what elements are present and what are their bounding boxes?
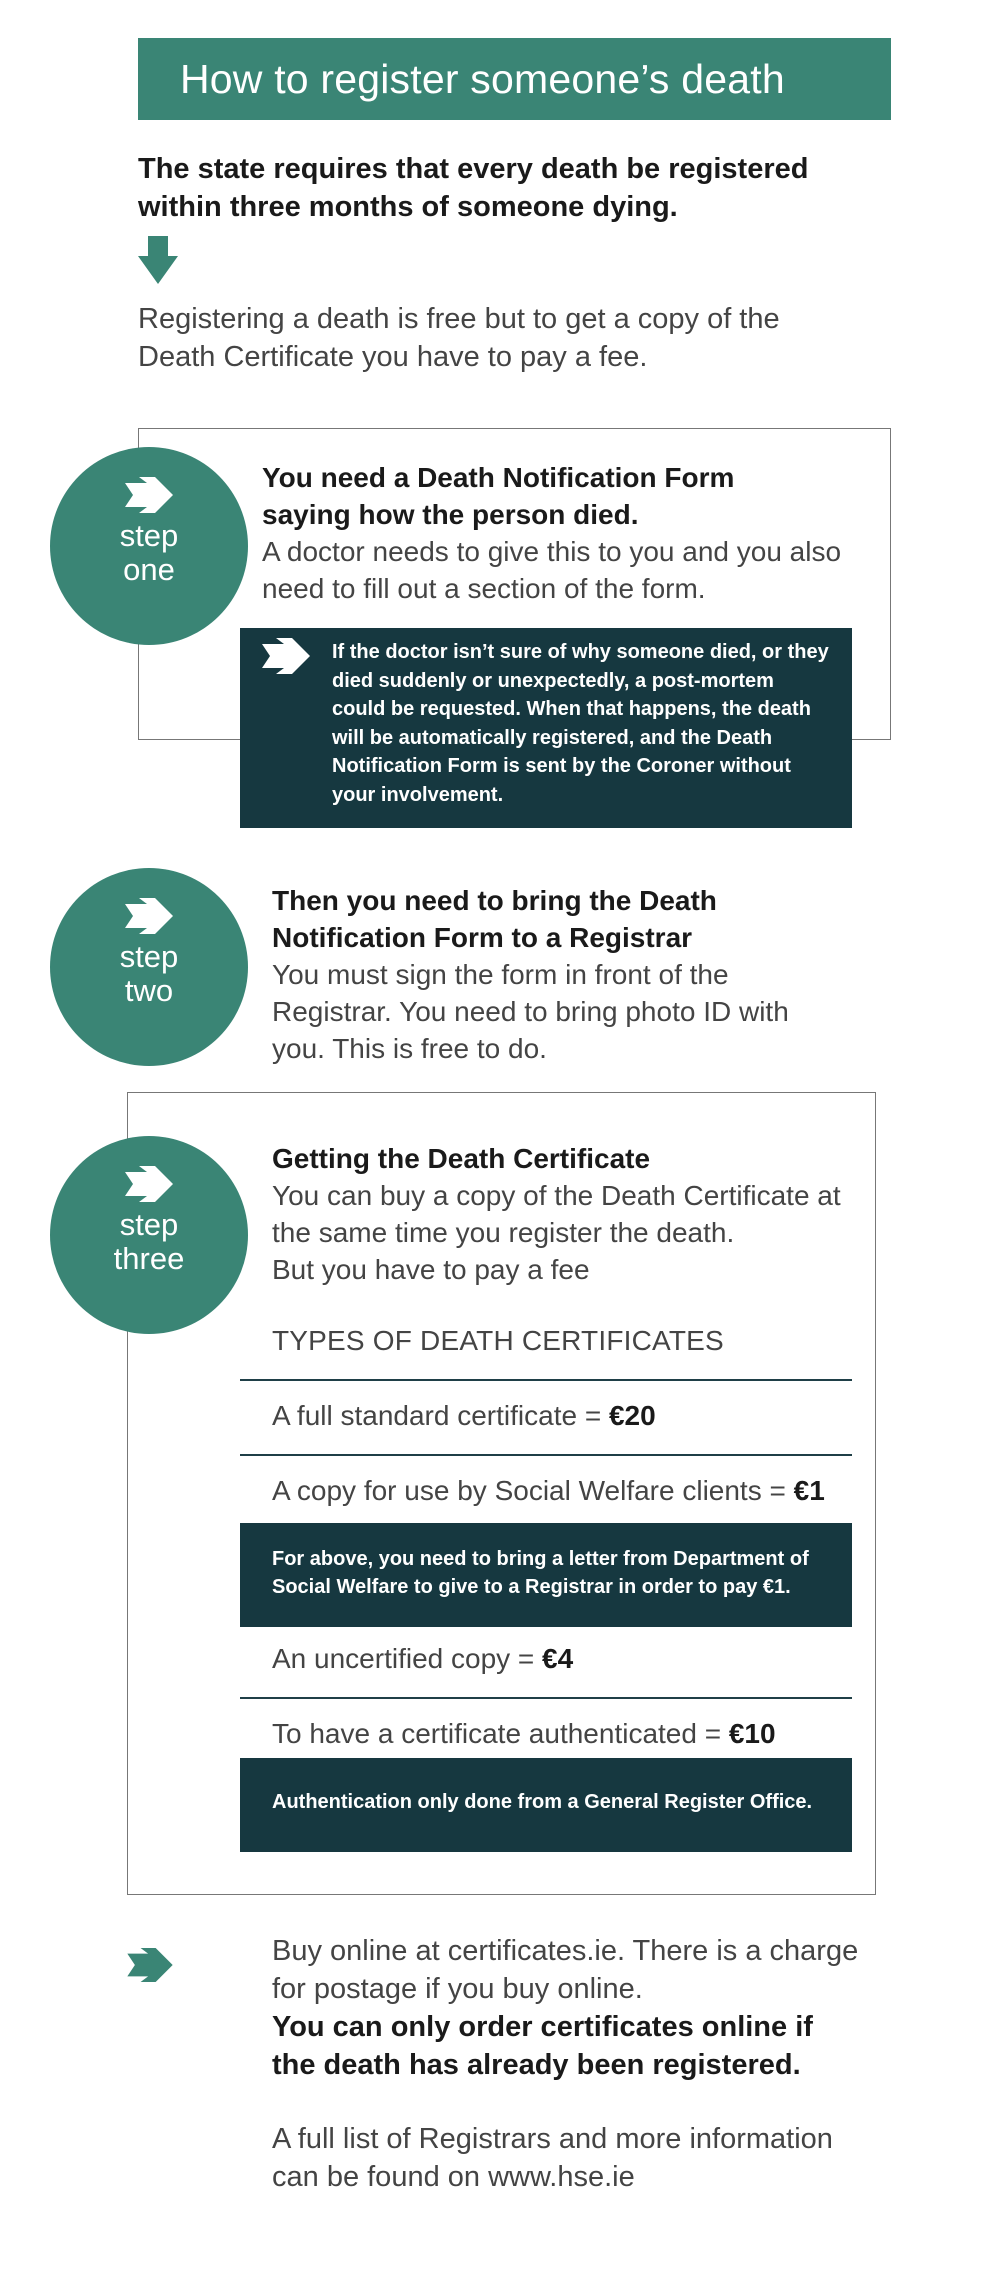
welfare-note: For above, you need to bring a letter from Department of Social Welfare to give to a Registrar in order to pay €1. xyxy=(240,1523,852,1627)
step-three-text2: But you have to pay a fee xyxy=(272,1254,590,1285)
certificate-row-authenticated xyxy=(272,1715,776,1752)
certificate-price: €1 xyxy=(793,1475,825,1506)
certificate-price: €20 xyxy=(608,1400,656,1431)
arrow-down-icon xyxy=(138,236,178,284)
online-text: Buy online at certificates.ie. There is a charge for postage if you buy online. xyxy=(272,1935,859,2005)
certificate-row-uncertified xyxy=(272,1640,573,1677)
arrow-right-icon xyxy=(125,898,173,934)
step-one-text: A doctor needs to give this to you and you also need to fill out a section of the form. xyxy=(262,536,842,604)
certificate-label: An uncertified copy = xyxy=(272,1643,543,1674)
arrow-right-icon xyxy=(125,1166,173,1202)
step-two-heading: Then you need to bring the Death Notification Form to a Registrar xyxy=(272,885,717,953)
certificate-price: €10 xyxy=(728,1718,776,1749)
step-one-number: one xyxy=(123,552,175,587)
intro-text: Registering a death is free but to get a copy of the Death Certificate you have to pay a fee. xyxy=(138,303,780,373)
certificate-label: A copy for use by Social Welfare clients = xyxy=(272,1475,794,1506)
step-one-badge xyxy=(50,447,248,645)
intro-lead: The state requires that every death be registered within three months of someone dying. xyxy=(138,153,809,223)
step-three-word: step xyxy=(119,1207,179,1242)
divider xyxy=(240,1379,852,1381)
step-one-note xyxy=(240,628,852,828)
step-two-badge xyxy=(50,868,248,1066)
step-two-word: step xyxy=(119,939,179,974)
page-title: How to register someone’s death xyxy=(138,38,891,120)
certificate-types-title: TYPES OF DEATH CERTIFICATES xyxy=(272,1325,724,1356)
certificate-row-welfare xyxy=(272,1472,825,1509)
step-three-number: three xyxy=(113,1241,185,1276)
arrow-right-icon xyxy=(127,1948,173,1982)
step-two-number: two xyxy=(124,973,174,1008)
step-three-heading: Getting the Death Certificate xyxy=(272,1143,651,1174)
step-one-word: step xyxy=(119,518,179,553)
arrow-right-icon xyxy=(125,477,173,513)
divider xyxy=(240,1697,852,1699)
arrow-right-icon xyxy=(262,638,310,674)
more-info-text: A full list of Registrars and more information can be found on www.hse.ie xyxy=(272,2123,833,2193)
step-one-note-text: If the doctor isn’t sure of why someone died, or they died suddenly or unexpectedly, a post-mortem could be requested. When that happens, the death will be automatically registered, and the Death Notification Form is sent by the Coroner without your involvement. xyxy=(332,641,829,806)
certificate-label: To have a certificate authenticated = xyxy=(272,1718,729,1749)
step-three-text: You can buy a copy of the Death Certificate at the same time you register the death. xyxy=(272,1180,841,1248)
certificate-price: €4 xyxy=(542,1643,574,1674)
authentication-note: Authentication only done from a General Register Office. xyxy=(240,1758,852,1852)
divider xyxy=(240,1454,852,1456)
online-warning: You can only order certificates online if the death has already been registered. xyxy=(272,2011,813,2081)
certificate-label: A full standard certificate = xyxy=(272,1400,609,1431)
step-two-text: You must sign the form in front of the Registrar. You need to bring photo ID with you. This is free to do. xyxy=(272,959,789,1064)
certificate-row-full xyxy=(272,1397,656,1434)
step-three-badge xyxy=(50,1136,248,1334)
step-one-heading: You need a Death Notification Form saying how the person died. xyxy=(262,462,735,530)
